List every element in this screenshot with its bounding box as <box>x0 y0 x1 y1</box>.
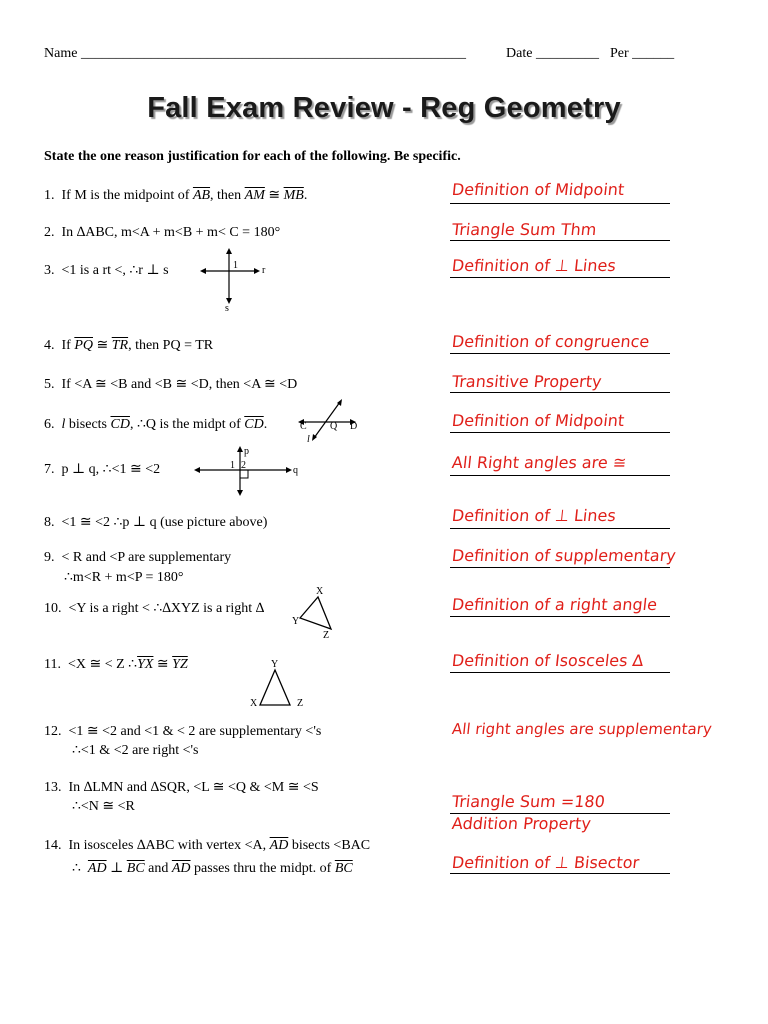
answer-line-9 <box>450 567 670 568</box>
question-13-conclusion: ∴<N ≅ <R <box>72 799 135 814</box>
segment-ad: $\overline{AD}$ <box>87 861 107 876</box>
question-9-conclusion: ∴m<R + m<P = 180° <box>64 570 184 585</box>
question-3 <box>44 262 169 279</box>
segment-ad: $\overline{AD}$ <box>171 861 191 876</box>
question-text: , then PQ = TR <box>128 338 214 353</box>
question-number: 10. <box>44 601 62 616</box>
page-title: Fall Exam Review - Reg Geometry <box>147 92 621 124</box>
handwritten-answer-6: Definition of Midpoint <box>451 411 626 430</box>
answer-line-10 <box>450 616 670 617</box>
handwritten-answer-1: Definition of Midpoint <box>451 180 626 199</box>
question-1 <box>44 187 307 204</box>
answer-line-6 <box>450 432 670 433</box>
question-11 <box>44 656 188 673</box>
segment-tr: $\overline{TR}$ <box>111 338 129 353</box>
question-number: 8. <box>44 515 55 530</box>
answer-line-1 <box>450 203 670 204</box>
segment-yx: $\overline{YX}$ <box>137 657 154 672</box>
question-number: 6. <box>44 417 55 432</box>
question-text: bisects <box>65 417 111 432</box>
segment-mb: $\overline{MB}$ <box>283 188 304 203</box>
isosceles-triangle-figure-q11 <box>246 656 310 712</box>
vertex-y-label: Y <box>292 616 300 627</box>
answer-line-7 <box>450 475 670 476</box>
question-9 <box>44 550 231 566</box>
question-number: 12. <box>44 724 62 739</box>
question-7 <box>44 461 160 478</box>
handwritten-answer-9: Definition of supplementary <box>451 546 677 565</box>
date-blank: _________ <box>535 46 599 61</box>
congruent-symbol: ≅ <box>153 657 173 672</box>
question-number: 13. <box>44 780 62 795</box>
point-q-label: Q <box>330 421 338 432</box>
right-triangle-figure-q10 <box>290 584 338 642</box>
segment-ad: $\overline{AD}$ <box>269 838 289 853</box>
question-6 <box>44 416 267 433</box>
period-field <box>610 46 674 62</box>
question-text: , ∴Q is the midpt of <box>129 417 245 432</box>
segment-yz: $\overline{YZ}$ <box>172 657 188 672</box>
question-number: 4. <box>44 338 55 353</box>
question-13 <box>44 779 319 796</box>
segment-cd: $\overline{CD}$ <box>244 417 264 432</box>
punctuation: . <box>303 188 308 203</box>
segment-am: $\overline{AM}$ <box>244 188 265 203</box>
handwritten-answer-13-extra: Addition Property <box>451 814 592 833</box>
handwritten-answer-7: All Right angles are ≅ <box>451 453 628 472</box>
handwritten-answer-14: Definition of ⊥ Bisector <box>451 853 641 872</box>
segment-ab: $\overline{AB}$ <box>192 188 211 203</box>
handwritten-answer-4: Definition of congruence <box>451 332 651 351</box>
question-14 <box>44 838 370 854</box>
answer-line-8 <box>450 528 670 529</box>
answer-line-5 <box>450 392 670 393</box>
per-label: Per <box>610 46 629 61</box>
vertex-z-label: Z <box>323 630 330 641</box>
vertex-y-label: Y <box>271 659 279 670</box>
segment-bisector-figure-q6 <box>296 398 364 444</box>
handwritten-answer-8: Definition of ⊥ Lines <box>451 506 617 525</box>
question-5 <box>44 376 297 393</box>
question-text: <1 ≅ <2 ∴p ⊥ q (use picture above) <box>61 515 268 530</box>
question-4 <box>44 337 213 354</box>
question-14-conclusion <box>72 860 353 877</box>
line-s-label: s <box>225 303 229 314</box>
name-label: Name <box>44 46 78 61</box>
answer-line-2 <box>450 240 670 241</box>
handwritten-answer-12: All right angles are supplementary <box>451 720 713 738</box>
answer-line-11 <box>450 672 670 673</box>
question-number: 3. <box>44 263 55 278</box>
question-number: 5. <box>44 377 55 392</box>
therefore-symbol: ∴ <box>72 861 81 876</box>
question-text: p ⊥ q, ∴<1 ≅ <2 <box>61 462 161 477</box>
question-12 <box>44 723 321 740</box>
question-10 <box>44 600 264 617</box>
punctuation: . <box>263 417 268 432</box>
per-blank: ______ <box>632 46 675 61</box>
question-text: <1 ≅ <2 and <1 & < 2 are supplementary <'s <box>68 724 322 739</box>
handwritten-answer-10: Definition of a right angle <box>451 595 659 614</box>
angle-1-label: 1 <box>233 260 238 271</box>
question-number: 14. <box>44 838 62 853</box>
date-field <box>506 46 599 62</box>
segment-bc: $\overline{BC}$ <box>126 861 145 876</box>
line-q-label: q <box>293 465 298 476</box>
point-c-label: C <box>300 421 307 432</box>
question-number: 2. <box>44 225 55 240</box>
question-number: 7. <box>44 462 55 477</box>
point-d-label: D <box>350 421 358 432</box>
congruent-symbol: ≅ <box>264 188 284 203</box>
perpendicular-symbol: ⊥ <box>106 861 127 876</box>
question-text: bisects <BAC <box>288 838 371 853</box>
question-number: 1. <box>44 188 55 203</box>
name-field <box>44 46 466 62</box>
date-label: Date <box>506 46 533 61</box>
question-number: 9. <box>44 550 55 565</box>
angle-2-label: 2 <box>241 460 246 471</box>
question-text: In isosceles ∆ABC with vertex <A, <box>68 838 270 853</box>
question-text: If M is the midpoint of <box>61 188 193 203</box>
question-text: < R and <P are supplementary <box>61 550 232 565</box>
answer-line-4 <box>450 353 670 354</box>
line-l-label: l <box>307 434 310 445</box>
question-text: If <box>61 338 75 353</box>
question-12-conclusion: ∴<1 & <2 are right <'s <box>72 743 199 758</box>
question-text: In ∆LMN and ∆SQR, <L ≅ <Q & <M ≅ <S <box>68 780 319 795</box>
question-2 <box>44 225 280 241</box>
vertex-x-label: X <box>316 586 324 597</box>
question-number: 11. <box>44 657 61 672</box>
handwritten-answer-3: Definition of ⊥ Lines <box>451 256 617 275</box>
instructions: State the one reason justification for each of the following. Be specific. <box>44 149 461 164</box>
question-text: If <A ≅ <B and <B ≅ <D, then <A ≅ <D <box>61 377 298 392</box>
line-r-label: r <box>262 265 266 276</box>
question-text: <X ≅ < Z ∴ <box>67 657 138 672</box>
question-8 <box>44 514 267 531</box>
line-p-label: p <box>244 446 249 457</box>
segment-bc: $\overline{BC}$ <box>334 861 353 876</box>
angle-1-label: 1 <box>230 460 235 471</box>
question-text: <1 is a rt <, ∴r ⊥ s <box>61 263 169 278</box>
handwritten-answer-2: Triangle Sum Thm <box>451 220 598 239</box>
perpendicular-lines-figure-q7 <box>192 444 304 500</box>
line-l: l <box>61 417 66 432</box>
question-text: , then <box>210 188 245 203</box>
question-text: In ∆ABC, m<A + m<B + m< C = 180° <box>61 225 281 240</box>
name-blank: _______________________________________________________ <box>80 46 466 61</box>
segment-cd: $\overline{CD}$ <box>110 417 130 432</box>
question-text: <Y is a right < ∴∆XYZ is a right ∆ <box>68 601 265 616</box>
handwritten-answer-11: Definition of Isosceles ∆ <box>451 651 645 670</box>
handwritten-answer-13: Triangle Sum =180 <box>451 792 606 811</box>
vertex-z-label: Z <box>297 698 304 709</box>
answer-line-14 <box>450 873 670 874</box>
handwritten-answer-5: Transitive Property <box>451 372 603 391</box>
congruent-symbol: ≅ <box>93 338 112 353</box>
perpendicular-lines-figure-q3 <box>200 248 280 316</box>
vertex-x-label: X <box>250 698 258 709</box>
question-text: passes thru the midpt. of <box>190 861 335 876</box>
segment-pq: $\overline{PQ}$ <box>74 338 93 353</box>
question-text: and <box>144 861 172 876</box>
answer-line-3 <box>450 277 670 278</box>
